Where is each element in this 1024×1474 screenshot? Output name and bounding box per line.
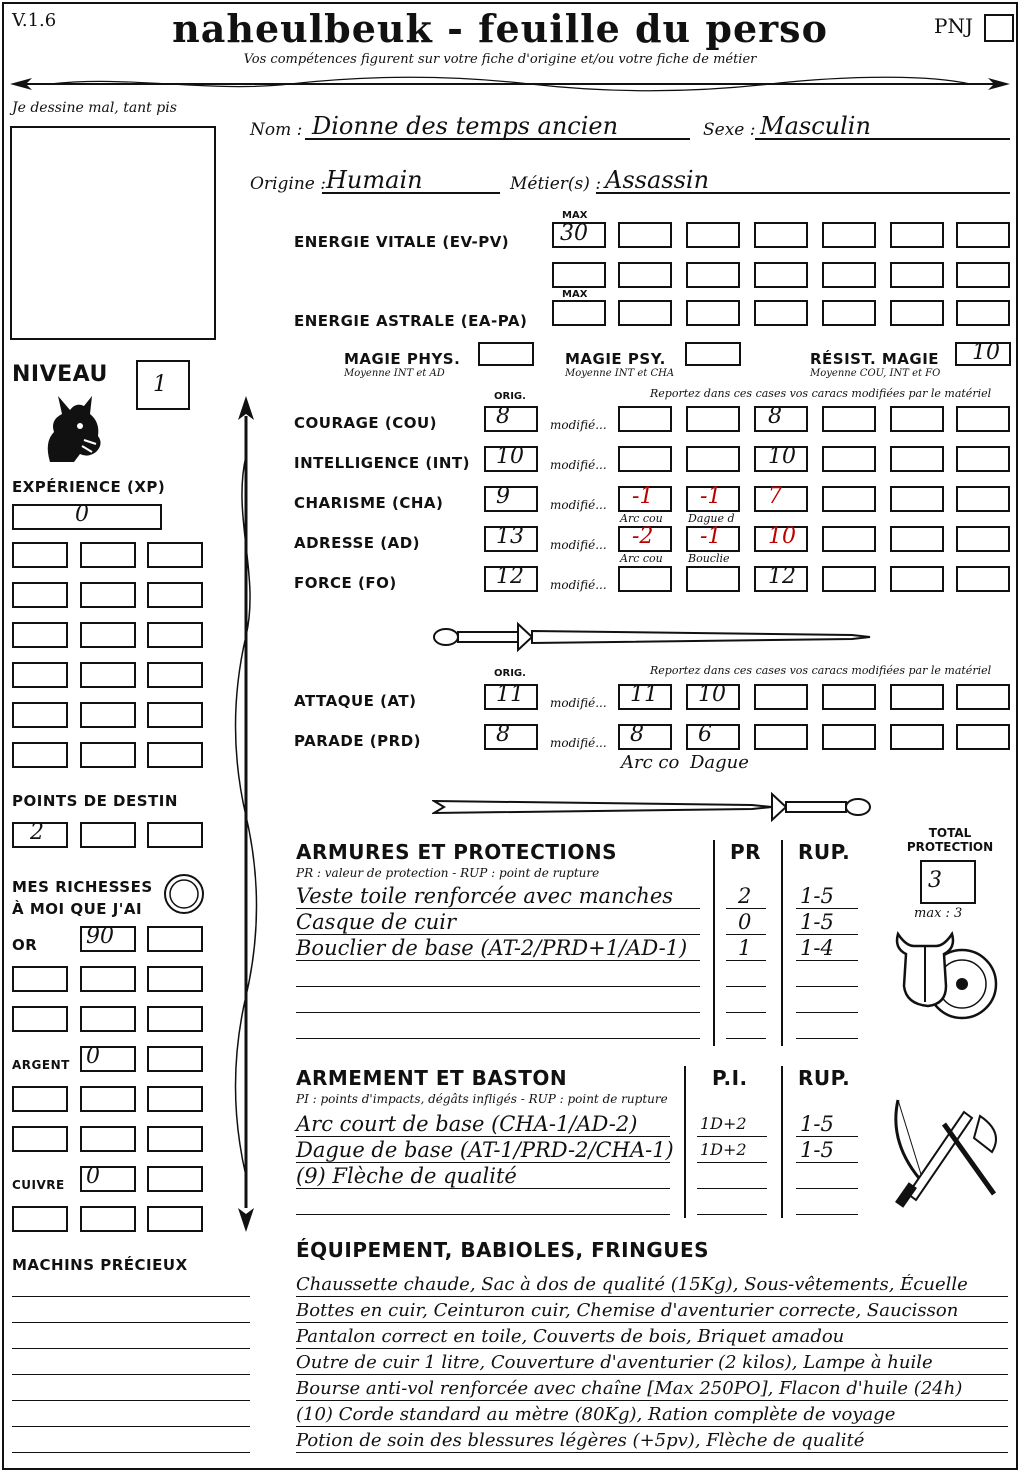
destin-box-3[interactable]: [147, 822, 203, 848]
weapon-item-name: Dague de base (AT-1/PRD-2/CHA-1): [296, 1138, 674, 1162]
xp-box[interactable]: [80, 622, 136, 648]
ev-box[interactable]: [822, 222, 876, 248]
stat-mod-note-charisme: Arc cou: [620, 512, 663, 525]
precious-line[interactable]: [12, 1358, 250, 1375]
armor-row-line[interactable]: [296, 1014, 700, 1039]
combat-mod-value-attaque: 11: [630, 682, 658, 707]
resist-magie-value: 10: [972, 340, 1000, 365]
armor-divider-2: [781, 840, 783, 1046]
stat-mod-box-force[interactable]: [822, 566, 876, 592]
stat-mod-box-adresse[interactable]: [956, 526, 1010, 552]
or-label: OR: [12, 936, 38, 954]
stat-mod-box-intelligence[interactable]: [618, 446, 672, 472]
xp-box[interactable]: [147, 662, 203, 688]
stat-mod-box-adresse[interactable]: [822, 526, 876, 552]
vine-divider-icon: [10, 75, 1010, 93]
combat-label-attaque: ATTAQUE (AT): [294, 692, 417, 710]
armor-item-pr: 0: [738, 910, 752, 934]
stat-modif-label-force: modifié...: [550, 578, 607, 592]
sword-icon-2: [432, 790, 872, 824]
nom-value: Dionne des temps ancien: [312, 112, 619, 140]
stat-orig-box-courage[interactable]: [484, 406, 538, 432]
metier-label: Métier(s) :: [510, 174, 602, 194]
stat-mod-value-charisme: -1: [632, 484, 654, 509]
combat-mod-value-parade: 8: [630, 722, 644, 747]
stat-mod-box-intelligence[interactable]: [822, 446, 876, 472]
version-label: V.1.6: [12, 10, 57, 31]
wealth-box[interactable]: [147, 1206, 203, 1232]
wealth-box[interactable]: [12, 1206, 68, 1232]
wealth-box[interactable]: [12, 1086, 68, 1112]
resist-magie-sub: Moyenne COU, INT et FO: [810, 368, 941, 379]
sexe-value: Masculin: [760, 112, 871, 140]
stat-mod-box-courage[interactable]: [890, 406, 944, 432]
xp-box[interactable]: [12, 702, 68, 728]
stat-mod-value-adresse: -2: [632, 524, 654, 549]
wealth-box[interactable]: [147, 926, 203, 952]
total-protection-label: TOTAL PROTECTION: [906, 826, 994, 854]
stats-note: Reportez dans ces cases vos caracs modifiées par le matériel: [650, 387, 992, 400]
weapon-item-name: Arc court de base (CHA-1/AD-2): [296, 1112, 638, 1136]
stat-label-intelligence: INTELLIGENCE (INT): [294, 454, 470, 472]
crossed-weapons-icon: [884, 1094, 1004, 1212]
stat-mod-box-courage[interactable]: [618, 406, 672, 432]
destin-box-2[interactable]: [80, 822, 136, 848]
ea-box[interactable]: [822, 300, 876, 326]
weapon-item-rup: 1-5: [800, 1138, 834, 1162]
ev-max-label: MAX: [562, 210, 588, 221]
xp-box[interactable]: [147, 582, 203, 608]
armor-item-name: Casque de cuir: [296, 910, 457, 934]
stat-label-courage: COURAGE (COU): [294, 414, 438, 432]
weapon-note-2: Dague: [690, 752, 749, 773]
stat-label-adresse: ADRESSE (AD): [294, 534, 421, 552]
magie-psy-label: MAGIE PSY.: [565, 350, 666, 368]
stat-orig-value-force: 12: [496, 564, 524, 589]
stat-mod-box-force[interactable]: [686, 566, 740, 592]
ev-box[interactable]: [754, 222, 808, 248]
weapons-rup-header: RUP.: [798, 1066, 851, 1090]
precious-line[interactable]: [12, 1436, 250, 1453]
total-protection-value: 3: [928, 868, 942, 893]
xp-box[interactable]: [80, 582, 136, 608]
wealth-box[interactable]: [12, 1126, 68, 1152]
armor-row-line[interactable]: [296, 988, 700, 1013]
weapon-rup-line[interactable]: [796, 1190, 858, 1215]
weapons-sub: PI : points d'impacts, dégâts infligés - RUP : point de rupture: [296, 1092, 668, 1106]
ev-box[interactable]: [754, 262, 808, 288]
combat-mod-box-attaque[interactable]: [822, 684, 876, 710]
combat-orig-value-parade: 8: [496, 722, 510, 747]
ea-max-label: MAX: [562, 289, 588, 300]
armor-item-rup: 1-5: [800, 884, 834, 908]
stat-mod-value-charisme: 7: [768, 484, 782, 509]
ev-max-value: 30: [560, 221, 588, 246]
equipment-line[interactable]: Outre de cuir 1 litre, Couverture d'aventurier (2 kilos), Lampe à huile: [296, 1352, 1008, 1375]
niveau-value: 1: [153, 372, 167, 397]
equipment-line[interactable]: (10) Corde standard au mètre (80Kg), Ration complète de voyage: [296, 1404, 1008, 1427]
xp-box[interactable]: [12, 542, 68, 568]
weapons-pi-header: P.I.: [712, 1066, 748, 1090]
stat-mod-box-courage[interactable]: [822, 406, 876, 432]
stat-mod-value-intelligence: 10: [768, 444, 796, 469]
weapon-pi-line[interactable]: [697, 1190, 767, 1215]
xp-box[interactable]: [80, 702, 136, 728]
combat-mod-box-parade[interactable]: [956, 724, 1010, 750]
stat-mod-box-force[interactable]: [890, 566, 944, 592]
stat-orig-value-charisme: 9: [496, 484, 510, 509]
wealth-box[interactable]: [147, 1046, 203, 1072]
origine-value: Humain: [326, 166, 423, 194]
stat-mod-box-intelligence[interactable]: [956, 446, 1010, 472]
wealth-box[interactable]: [80, 966, 136, 992]
portrait-box[interactable]: [10, 126, 216, 340]
ev-box[interactable]: [956, 262, 1010, 288]
stat-mod-note-adresse: Bouclie: [688, 552, 730, 565]
combat-orig-label: ORIG.: [494, 668, 526, 679]
wealth-box[interactable]: [12, 1006, 68, 1032]
xp-box[interactable]: [147, 542, 203, 568]
equipment-line[interactable]: Chaussette chaude, Sac à dos de qualité (15Kg), Sous-vêtements, Écuelle: [296, 1274, 1008, 1297]
wealth-box[interactable]: [80, 1206, 136, 1232]
ev-box[interactable]: [552, 262, 606, 288]
stat-mod-box-intelligence[interactable]: [890, 446, 944, 472]
armor-item-rup: 1-5: [800, 910, 834, 934]
argent-value: 0: [86, 1044, 100, 1069]
ea-box[interactable]: [686, 300, 740, 326]
armor-rup-line[interactable]: [796, 962, 858, 987]
combat-mod-box-parade[interactable]: [686, 724, 740, 750]
combat-mod-box-parade[interactable]: [754, 724, 808, 750]
ev-box[interactable]: [686, 222, 740, 248]
stat-mod-value-adresse: -1: [700, 524, 722, 549]
combat-label-parade: PARADE (PRD): [294, 732, 422, 750]
ev-box[interactable]: [890, 222, 944, 248]
stat-modif-label-intelligence: modifié...: [550, 458, 607, 472]
metier-value: Assassin: [605, 166, 710, 194]
ev-box[interactable]: [890, 262, 944, 288]
xp-label: EXPÉRIENCE (XP): [12, 478, 166, 496]
ea-max-box[interactable]: [552, 300, 606, 326]
equipment-title: ÉQUIPEMENT, BABIOLES, FRINGUES: [296, 1238, 710, 1262]
stat-mod-value-courage: 8: [768, 404, 782, 429]
stat-mod-value-adresse: 10: [768, 524, 796, 549]
stat-mod-box-charisme[interactable]: [956, 486, 1010, 512]
armor-title: ARMURES ET PROTECTIONS: [296, 840, 617, 864]
combat-mod-box-attaque[interactable]: [956, 684, 1010, 710]
richesses-label-1: MES RICHESSES: [12, 878, 153, 896]
resist-magie-label: RÉSIST. MAGIE: [810, 350, 940, 368]
weapon-item-name: (9) Flèche de qualité: [296, 1164, 517, 1188]
stat-modif-label-courage: modifié...: [550, 418, 607, 432]
armor-pr-line[interactable]: [726, 962, 766, 987]
armor-divider-1: [713, 840, 715, 1046]
stat-mod-value-charisme: -1: [700, 484, 722, 509]
magie-phys-box[interactable]: [478, 342, 534, 366]
stat-mod-box-courage[interactable]: [956, 406, 1010, 432]
destin-value: 2: [30, 820, 44, 845]
precious-line[interactable]: [12, 1306, 250, 1323]
xp-box[interactable]: [80, 662, 136, 688]
coin-icon: [162, 872, 206, 916]
max-protection-note: max : 3: [914, 906, 963, 921]
magie-psy-box[interactable]: [685, 342, 741, 366]
ev-box[interactable]: [618, 222, 672, 248]
precious-line[interactable]: [12, 1280, 250, 1297]
xp-box[interactable]: [12, 742, 68, 768]
armor-item-rup: 1-4: [800, 936, 834, 960]
combat-mod-box-attaque[interactable]: [890, 684, 944, 710]
machins-precieux-label: MACHINS PRÉCIEUX: [12, 1256, 188, 1274]
armor-rup-header: RUP.: [798, 840, 851, 864]
combat-orig-box-parade[interactable]: [484, 724, 538, 750]
armor-item-pr: 1: [738, 936, 752, 960]
stat-mod-value-force: 12: [768, 564, 796, 589]
combat-mod-box-parade[interactable]: [618, 724, 672, 750]
or-value: 90: [86, 924, 114, 949]
xp-value: 0: [75, 502, 89, 527]
orig-label: ORIG.: [494, 391, 526, 402]
weapon-item-pi: 1D+2: [700, 1114, 747, 1133]
wealth-box[interactable]: [147, 1126, 203, 1152]
armor-pr-line[interactable]: [726, 988, 766, 1013]
wealth-box[interactable]: [80, 1086, 136, 1112]
combat-mod-box-attaque[interactable]: [754, 684, 808, 710]
xp-box[interactable]: [147, 622, 203, 648]
ea-box[interactable]: [890, 300, 944, 326]
magie-phys-label: MAGIE PHYS.: [344, 350, 461, 368]
combat-modif-label-attaque: modifié...: [550, 696, 607, 710]
weapon-row-line[interactable]: [296, 1190, 670, 1215]
wealth-box[interactable]: [80, 1126, 136, 1152]
weapon-pi-line[interactable]: [697, 1164, 767, 1189]
xp-box[interactable]: [147, 702, 203, 728]
nom-label: Nom :: [250, 120, 303, 140]
ev-box[interactable]: [822, 262, 876, 288]
niveau-label: NIVEAU: [12, 362, 108, 387]
sheet-subtitle: Vos compétences figurent sur votre fiche d'origine et/ou votre fiche de métier: [243, 52, 757, 67]
armor-sub: PR : valeur de protection - RUP : point de rupture: [296, 866, 600, 880]
stat-mod-box-courage[interactable]: [686, 406, 740, 432]
weapons-divider-1: [684, 1066, 686, 1218]
armor-item-name: Bouclier de base (AT-2/PRD+1/AD-1): [296, 936, 688, 960]
stat-mod-box-adresse[interactable]: [890, 526, 944, 552]
portrait-caption: Je dessine mal, tant pis: [12, 100, 177, 116]
stat-label-charisme: CHARISME (CHA): [294, 494, 444, 512]
ea-box[interactable]: [618, 300, 672, 326]
equipment-line[interactable]: Bourse anti-vol renforcée avec chaîne [Max 250PO], Flacon d'huile (24h): [296, 1378, 1008, 1401]
wealth-box[interactable]: [12, 966, 68, 992]
stat-orig-box-charisme[interactable]: [484, 486, 538, 512]
combat-mod-value-attaque: 10: [698, 682, 726, 707]
weapon-item-pi: 1D+2: [700, 1140, 747, 1159]
combat-mod-box-parade[interactable]: [822, 724, 876, 750]
argent-label: ARGENT: [12, 1058, 70, 1072]
pnj-checkbox[interactable]: [984, 14, 1014, 42]
weapon-note-1: Arc co: [621, 752, 680, 773]
xp-box[interactable]: [12, 662, 68, 688]
magie-phys-sub: Moyenne INT et AD: [344, 368, 445, 379]
dragon-icon: [40, 392, 106, 464]
stat-mod-box-charisme[interactable]: [822, 486, 876, 512]
pnj-label: PNJ: [934, 14, 973, 38]
spear-icon: [228, 396, 264, 1232]
armor-rup-line[interactable]: [796, 1014, 858, 1039]
stat-mod-note-charisme: Dague d: [688, 512, 735, 525]
stat-mod-box-charisme[interactable]: [890, 486, 944, 512]
magie-psy-sub: Moyenne INT et CHA: [565, 368, 675, 379]
weapons-divider-2: [781, 1066, 783, 1218]
armor-item-pr: 2: [738, 884, 752, 908]
ev-box[interactable]: [686, 262, 740, 288]
ev-box[interactable]: [618, 262, 672, 288]
cuivre-label: CUIVRE: [12, 1178, 65, 1192]
stat-mod-note-adresse: Arc cou: [620, 552, 663, 565]
armor-rup-line[interactable]: [796, 988, 858, 1013]
xp-box[interactable]: [147, 742, 203, 768]
ev-label: ENERGIE VITALE (EV-PV): [294, 233, 510, 251]
equipment-line[interactable]: Bottes en cuir, Ceinturon cuir, Chemise d'aventurier correcte, Saucisson: [296, 1300, 1008, 1323]
precious-line[interactable]: [12, 1410, 250, 1427]
xp-box[interactable]: [12, 622, 68, 648]
combat-note: Reportez dans ces cases vos caracs modifiées par le matériel: [650, 664, 992, 677]
weapon-item-rup: 1-5: [800, 1112, 834, 1136]
precious-line[interactable]: [12, 1332, 250, 1349]
cuivre-value: 0: [86, 1164, 100, 1189]
stat-mod-box-force[interactable]: [618, 566, 672, 592]
sword-icon: [432, 620, 872, 654]
weapon-rup-line[interactable]: [796, 1164, 858, 1189]
equipment-line[interactable]: Pantalon correct en toile, Couverts de bois, Briquet amadou: [296, 1326, 1008, 1349]
equipment-line[interactable]: Potion de soin des blessures légères (+5pv), Flèche de qualité: [296, 1430, 1008, 1453]
combat-mod-value-parade: 6: [698, 722, 712, 747]
armor-item-name: Veste toile renforcée avec manches: [296, 884, 674, 908]
ea-box[interactable]: [956, 300, 1010, 326]
stat-modif-label-adresse: modifié...: [550, 538, 607, 552]
stat-mod-box-force[interactable]: [956, 566, 1010, 592]
stat-label-force: FORCE (FO): [294, 574, 397, 592]
precious-line[interactable]: [12, 1384, 250, 1401]
wealth-box[interactable]: [147, 966, 203, 992]
stat-modif-label-charisme: modifié...: [550, 498, 607, 512]
sexe-label: Sexe :: [703, 120, 756, 140]
armor-pr-header: PR: [730, 840, 762, 864]
wealth-box[interactable]: [80, 1006, 136, 1032]
ev-box[interactable]: [956, 222, 1010, 248]
stat-orig-value-courage: 8: [496, 404, 510, 429]
armor-pr-line[interactable]: [726, 1014, 766, 1039]
stat-orig-value-intelligence: 10: [496, 444, 524, 469]
combat-modif-label-parade: modifié...: [550, 736, 607, 750]
xp-box[interactable]: [80, 542, 136, 568]
richesses-label-2: À MOI QUE J'AI: [12, 900, 143, 918]
xp-box[interactable]: [80, 742, 136, 768]
wealth-box[interactable]: [147, 1006, 203, 1032]
combat-orig-value-attaque: 11: [496, 682, 524, 707]
xp-box[interactable]: [12, 582, 68, 608]
weapons-title: ARMEMENT ET BASTON: [296, 1066, 568, 1090]
ea-box[interactable]: [754, 300, 808, 326]
combat-mod-box-parade[interactable]: [890, 724, 944, 750]
helmet-shield-icon: [890, 924, 1000, 1030]
origine-label: Origine :: [250, 174, 326, 194]
wealth-box[interactable]: [147, 1166, 203, 1192]
wealth-box[interactable]: [147, 1086, 203, 1112]
stat-orig-value-adresse: 13: [496, 524, 524, 549]
destin-label: POINTS DE DESTIN: [12, 792, 178, 810]
ea-label: ENERGIE ASTRALE (EA-PA): [294, 312, 528, 330]
stat-mod-box-intelligence[interactable]: [686, 446, 740, 472]
sheet-title: naheulbeuk - feuille du perso: [172, 6, 828, 51]
armor-row-line[interactable]: [296, 962, 700, 987]
